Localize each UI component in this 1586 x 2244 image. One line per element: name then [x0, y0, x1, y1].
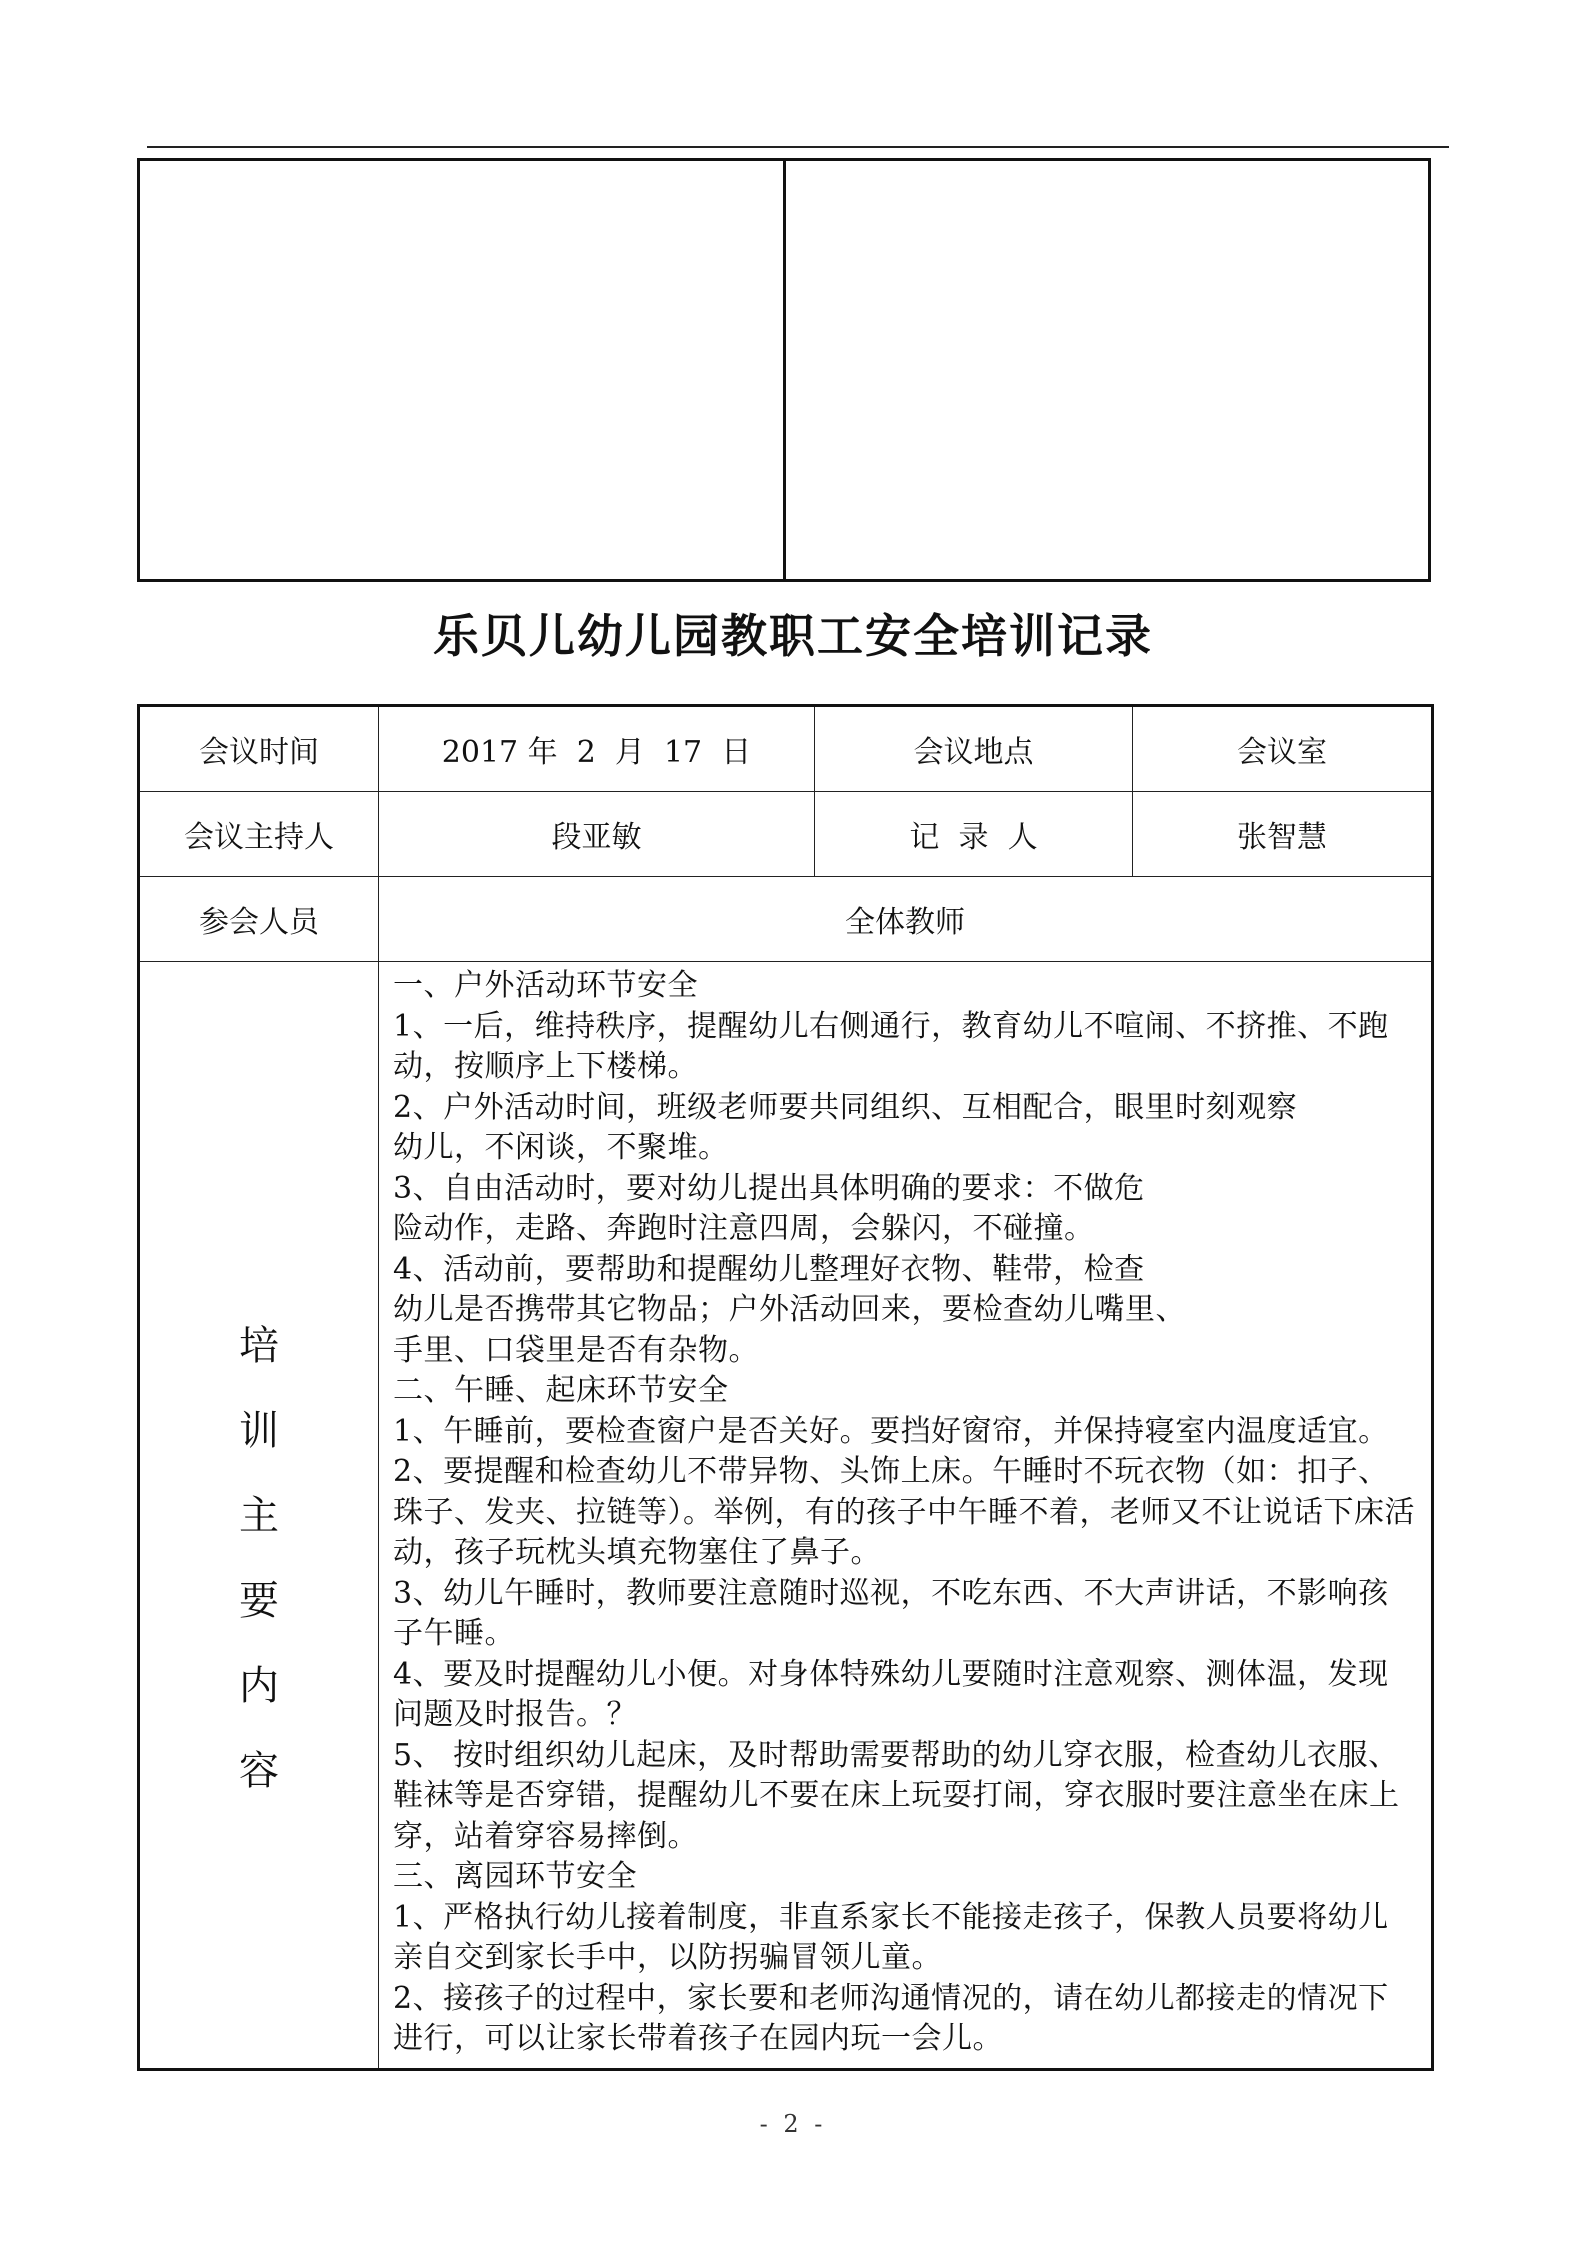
header-rule	[147, 146, 1449, 148]
meeting-time-value: 2017 年 2 月 17 日	[379, 706, 815, 792]
host-label: 会议主持人	[139, 792, 379, 877]
table-row	[139, 962, 1433, 2070]
content-line: 险动作，走路、奔跑时注意四周，会躲闪，不碰撞。	[393, 1211, 1095, 1246]
content-line: 2、接孩子的过程中，家长要和老师沟通情况的，请在幼儿都接走的情况下进行，可以让家长带着孩子在园内玩一会儿。	[393, 1980, 1389, 2056]
content-line: 3、幼儿午睡时，教师要注意随时巡视，不吃东西、不大声讲话，不影响孩子午睡。	[393, 1575, 1389, 1651]
content-line: 1、严格执行幼儿接着制度，非直系家长不能接走孩子，保教人员要将幼儿亲自交到家长手中，以防拐骗冒领儿童。	[393, 1899, 1389, 1975]
meeting-time-label: 会议时间	[139, 706, 379, 792]
meeting-place-label: 会议地点	[815, 706, 1133, 792]
recorder-value: 张智慧	[1133, 792, 1433, 877]
content-line: 4、活动前，要帮助和提醒幼儿整理好衣物、鞋带，检查	[393, 1251, 1145, 1287]
content-line: 幼儿是否携带其它物品；户外活动回来，要检查幼儿嘴里、	[393, 1292, 1186, 1327]
attendees-value: 全体教师	[379, 877, 1433, 962]
meeting-place-value: 会议室	[1133, 706, 1433, 792]
host-value: 段亚敏	[379, 792, 815, 877]
content-label-char: 培	[239, 1322, 279, 1369]
document-title: 乐贝儿幼儿园教职工安全培训记录	[433, 609, 1153, 663]
table-row	[139, 706, 1433, 792]
content-label-char: 容	[239, 1747, 279, 1794]
content-label	[139, 962, 379, 2070]
content-line: 1、一后，维持秩序，提醒幼儿右侧通行，教育幼儿不喧闹、不挤推、不跑动，按顺序上下楼梯。	[393, 1008, 1389, 1084]
empty-cell-left	[140, 161, 786, 579]
content-label-char: 主	[239, 1492, 279, 1539]
content-label-char: 要	[239, 1577, 279, 1624]
content-line: 三、离园环节安全	[393, 1859, 637, 1894]
content-line: 手里、口袋里是否有杂物。	[393, 1332, 759, 1368]
content-line: 4、要及时提醒幼儿小便。对身体特殊幼儿要随时注意观察、测体温，发现问题及时报告。？	[393, 1656, 1389, 1732]
empty-cell-right	[786, 161, 1429, 579]
content-label-char: 内	[239, 1662, 279, 1709]
training-record-table	[137, 704, 1434, 2071]
content-label-char: 训	[239, 1407, 279, 1454]
content-line: 3、自由活动时，要对幼儿提出具体明确的要求：不做危	[393, 1170, 1145, 1206]
previous-page-table-continuation	[137, 158, 1431, 582]
content-line: 5、 按时组织幼儿起床，及时帮助需要帮助的幼儿穿衣服，检查幼儿衣服、鞋袜等是否穿错，提醒幼儿不要在床上玩耍打闹，穿衣服时要注意坐在床上穿，站着穿容易摔倒。	[393, 1737, 1400, 1854]
content-line: 二、午睡、起床环节安全	[393, 1373, 729, 1408]
content-line: 幼儿，不闲谈，不聚堆。	[393, 1130, 729, 1165]
recorder-label: 记 录 人	[815, 792, 1133, 877]
content-line: 一、户外活动环节安全	[393, 968, 698, 1003]
content-line: 2、要提醒和检查幼儿不带异物、头饰上床。午睡时不玩衣物（如：扣子、珠子、发夹、拉链等）。举例，有的孩子中午睡不着，老师又不让说话下床活动，孩子玩枕头填充物塞住了鼻子。	[393, 1454, 1415, 1570]
content-label-vertical	[140, 1234, 378, 1796]
content-line: 1、午睡前，要检查窗户是否关好。要挡好窗帘，并保持寝室内温度适宜。	[393, 1413, 1389, 1449]
table-row	[139, 792, 1433, 877]
attendees-label: 参会人员	[139, 877, 379, 962]
page-number: - 2 -	[759, 2110, 827, 2138]
table-row	[139, 877, 1433, 962]
training-content	[379, 962, 1433, 2070]
content-line: 2、户外活动时间，班级老师要共同组织、互相配合，眼里时刻观察	[393, 1089, 1298, 1125]
